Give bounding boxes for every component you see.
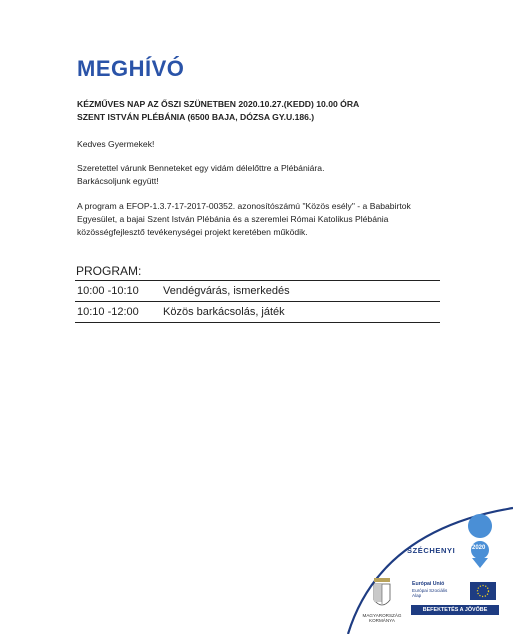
invite-text [77,162,437,188]
eu-flag-icon [470,582,496,600]
invite-line-2: Barkácsoljunk együtt! [77,176,159,186]
page-title: MEGHÍVÓ [77,56,185,81]
government-label [362,613,402,623]
gov-line-2: KORMÁNYA [369,618,395,623]
schedule-table [75,280,440,323]
year-label: 2020 [472,545,486,551]
eu-line-3: Alap [412,593,422,598]
headline-line-2: SZENT ISTVÁN PLÉBÁNIA (6500 BAJA, DÓZSA GY.U.186.) [77,112,315,122]
table-row [75,281,440,302]
gov-line-1: MAGYARORSZÁG [362,613,402,618]
szechenyi-text: SZÉCHENYI [407,546,456,555]
schedule-time: 10:10 -12:00 [75,302,161,323]
schedule-time: 10:00 -10:10 [75,281,161,302]
invite-line-1: Szeretettel várunk Benneteket egy vidám délelőttre a Plébániára. [77,163,325,173]
schedule-activity: Vendégvárás, ismerkedés [161,281,440,302]
invest-banner: BEFEKTETÉS A JÖVŐBE [411,605,499,615]
program-heading: PROGRAM: [76,264,142,278]
eu-line-1: Európai Unió [412,581,445,587]
schedule-activity: Közös barkácsolás, játék [161,302,440,323]
table-row [75,302,440,323]
eu-label [412,581,464,599]
greeting-text: Kedves Gyermekek! [77,139,155,149]
coat-of-arms-icon [374,578,390,605]
eu-line-2: Európai Szociális [412,587,448,593]
szechenyi-label [407,546,455,555]
event-headline [77,98,457,124]
program-note: A program a EFOP-1.3.7-17-2017-00352. azonosítószámú "Közös esély" - a Bababirtok Egyesület, a bajai Szent István Plébánia és a szeremlei Római Katolikus Plébánia közösségfejlesztő tevékenységei projekt keretében működik. [77,201,411,237]
pin-icon [468,514,492,568]
szechenyi-2020-logo [340,500,513,634]
headline-line-1: KÉZMŰVES NAP AZ ŐSZI SZÜNETBEN 2020.10.27.(KEDD) 10.00 ÓRA [77,99,360,109]
